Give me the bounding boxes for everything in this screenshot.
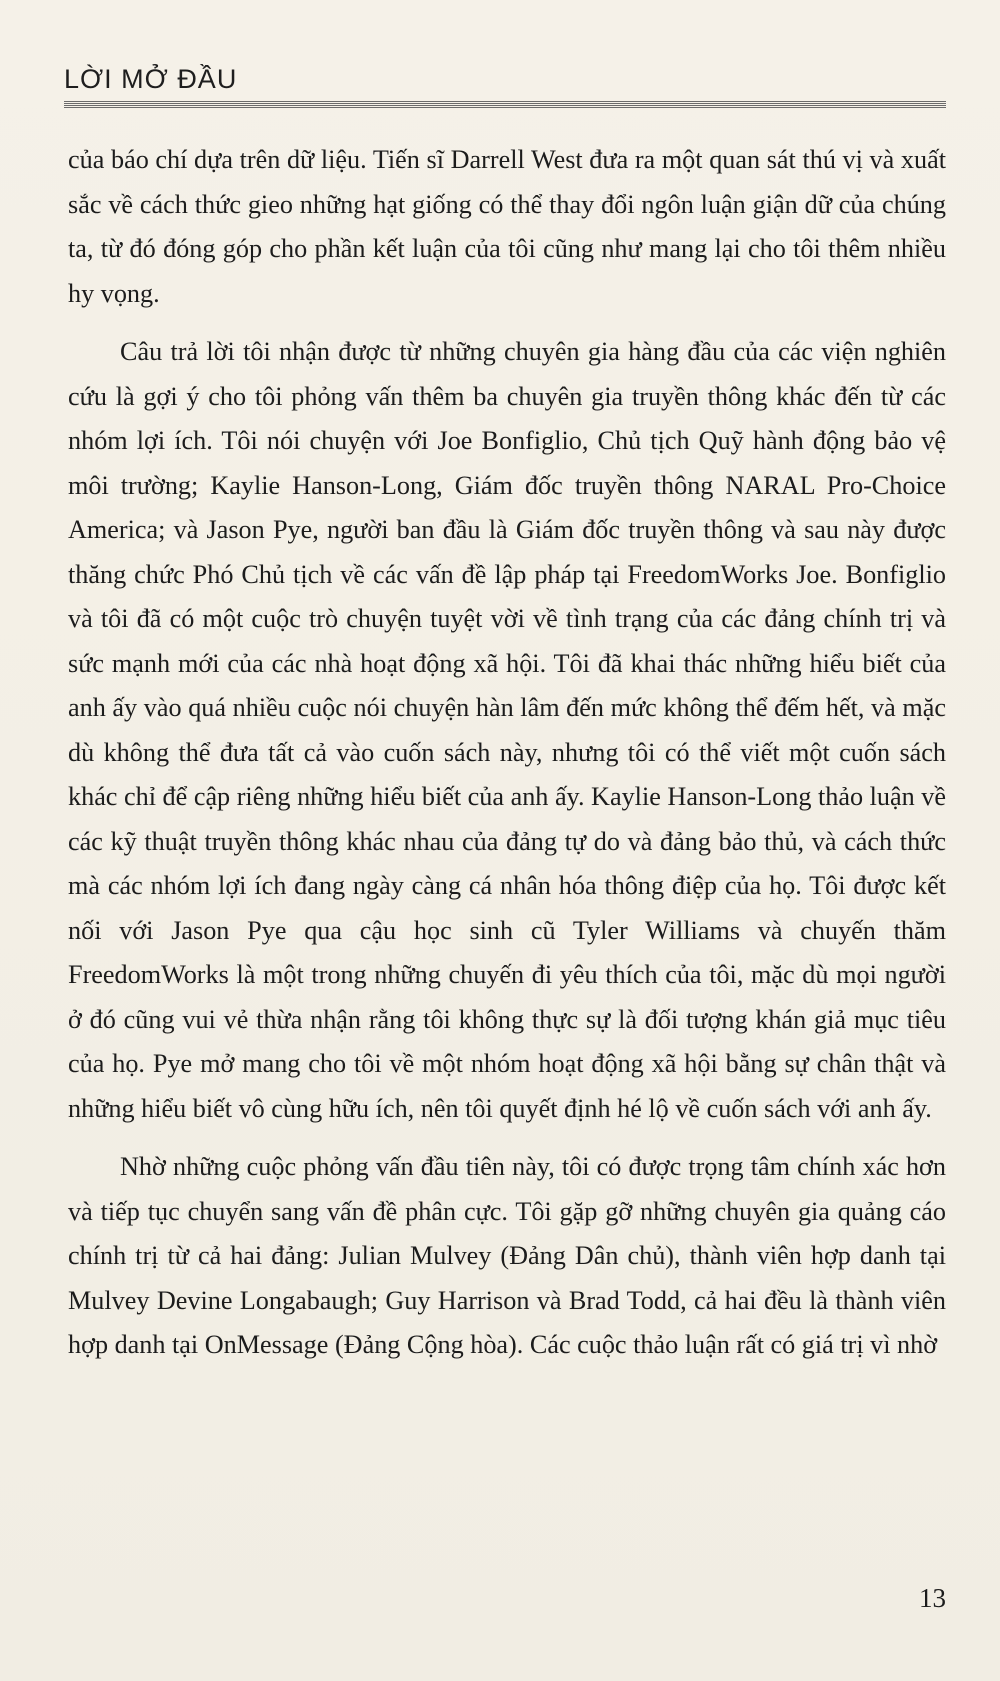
paragraph-3: Nhờ những cuộc phỏng vấn đầu tiên này, tôi có được trọng tâm chính xác hơn và tiếp tục chuyển sang vấn đề phân cực. Tôi gặp gỡ những chuyên gia quảng cáo chính trị từ cả hai đảng: Julian Mulvey (Đảng Dân chủ), thành viên hợp danh tại Mulvey Devine Longabaugh; Guy Harrison và Brad Todd, cả hai đều là thành viên hợp danh tại OnMessage (Đảng Cộng hòa). Các cuộc thảo luận rất có giá trị vì nhờ (68, 1152, 946, 1359)
body-text (68, 138, 946, 1382)
page-number: 13 (919, 1583, 946, 1613)
header-rule (64, 101, 946, 108)
paragraph-1: của báo chí dựa trên dữ liệu. Tiến sĩ Darrell West đưa ra một quan sát thú vị và xuất sắc về cách thức gieo những hạt giống có thể thay đổi ngôn luận giận dữ của chúng ta, từ đó đóng góp cho phần kết luận của tôi cũng như mang lại cho tôi thêm nhiều hy vọng. (68, 145, 946, 308)
paragraph-2: Câu trả lời tôi nhận được từ những chuyên gia hàng đầu của các viện nghiên cứu là gợi ý cho tôi phỏng vấn thêm ba chuyên gia truyền thông khác đến từ các nhóm lợi ích. Tôi nói chuyện với Joe Bonfiglio, Chủ tịch Quỹ hành động bảo vệ môi trường; Kaylie Hanson-Long, Giám đốc truyền thông NARAL Pro-Choice America; và Jason Pye, người ban đầu là Giám đốc truyền thông và sau này được thăng chức Phó Chủ tịch về các vấn đề lập pháp tại FreedomWorks Joe. Bonfiglio và tôi đã có một cuộc trò chuyện tuyệt vời về tình trạng của các đảng chính trị và sức mạnh mới của các nhà hoạt động xã hội. Tôi đã khai thác những hiểu biết của anh ấy vào quá nhiều cuộc nói chuyện hàn lâm đến mức không thể đếm hết, và mặc dù không thể đưa tất cả vào cuốn sách này, nhưng tôi có thể viết một cuốn sách khác chỉ để cập riêng những hiểu biết của anh ấy. Kaylie Hanson-Long thảo luận về các kỹ thuật truyền thông khác nhau của đảng tự do và đảng bảo thủ, và cách thức mà các nhóm lợi ích đang ngày càng cá nhân hóa thông điệp của họ. Tôi được kết nối với Jason Pye qua cậu học sinh cũ Tyler Williams và chuyến thăm FreedomWorks là một trong những chuyến đi yêu thích của tôi, mặc dù mọi người ở đó cũng vui vẻ thừa nhận rằng tôi không thực sự là đối tượng khán giả mục tiêu của họ. Pye mở mang cho tôi về một nhóm hoạt động xã hội bằng sự chân thật và những hiểu biết vô cùng hữu ích, nên tôi quyết định hé lộ về cuốn sách với anh ấy. (68, 337, 946, 1123)
chapter-title: LỜI MỞ ĐẦU (64, 64, 238, 94)
running-header (64, 62, 946, 96)
